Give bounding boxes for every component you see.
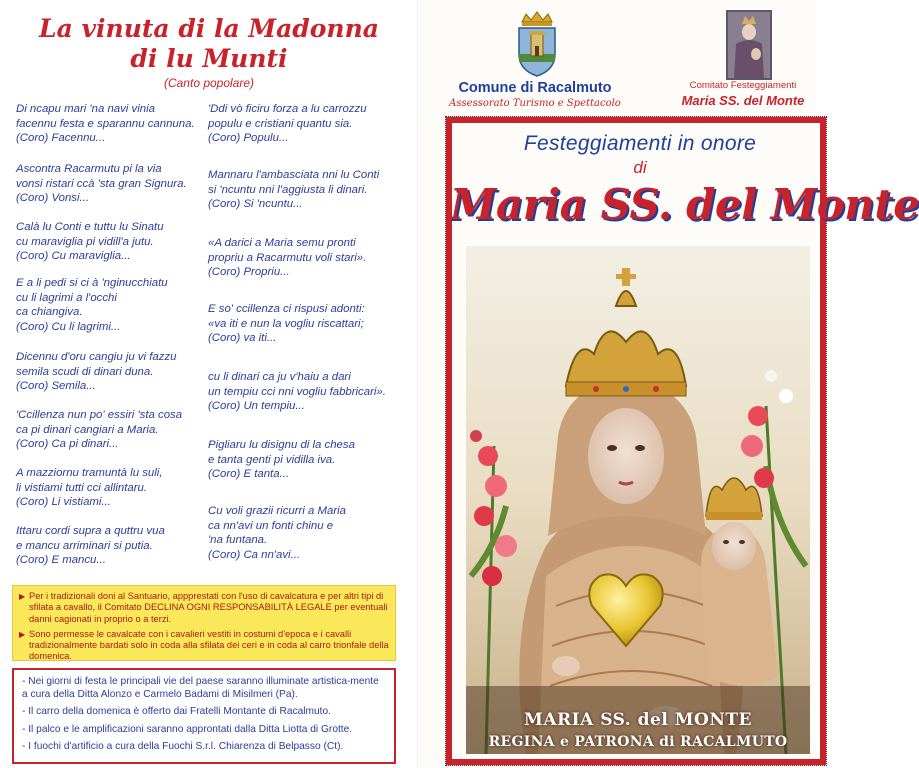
festival-info-box [12, 668, 396, 764]
verse: Dicennu d'oru cangiu ju vi fazzu semila scudi di dinari duna. (Coro) Semila... [16, 351, 177, 393]
verse: Cu voli grazii ricurri a Maria ca nn'avi un fonti chinu e 'na funtana. (Coro) Ca nn'avi... [208, 505, 346, 561]
verse: 'Ccillenza nun po' essiri 'sta cosa ca pi dinari cangiari a Maria. (Coro) Ca pi dinari... [16, 409, 183, 451]
verse: Di ncapu mari 'na navi vinia facennu festa e sparannu cannuna. (Coro) Facennu... [16, 103, 195, 145]
verse: cu li dinari ca ju v'haiu a dari un tempiu cci nni vogliu fabbricari». (Coro) Un tempiu... [208, 371, 386, 413]
madonna-statue-photo [466, 246, 810, 754]
comune-title: Comune di Racalmuto [458, 80, 612, 96]
info-line: - Il palco e le amplificazioni saranno approntati dalla Ditta Liotta di Grotte. [22, 723, 353, 735]
song-title-line2: di lu Munti [130, 44, 288, 73]
info-line: - Il carro della domenica è offerto dai Fratelli Montante di Racalmuto. [22, 706, 331, 718]
verse: 'Ddi vò ficiru forza a lu carrozzu populu e cristiani quantu sia. (Coro) Populu... [208, 103, 367, 145]
verse: Ittaru cordi supra a quttru vua e mancu arriminari si putia. (Coro) E mancu... [16, 525, 165, 567]
verse: E a li pedi si ci à 'nginucchiatu cu li lagrimi a l'occhi ca chiangiva. (Coro) Cu li lagrimi... [16, 277, 168, 333]
heading-di: di [633, 158, 647, 177]
song-subtitle: (Canto popolare) [163, 76, 255, 90]
photo-caption-line2: REGINA e PATRONA di RACALMUTO [488, 734, 788, 750]
left-panel [0, 0, 418, 768]
notice-item: ▶ Per i tradizionali doni al Santuario, appprestati con l'uso di cavalcatura e per altri tipi di sfilata a cavallo, il Comitato DECLINA OGNI RESPONSABILITÀ LEGALE per eventuali danni cagionati in proprio o a terzi. [19, 591, 388, 624]
main-title: Maria SS. del Monte [450, 180, 919, 229]
legal-notice-box [12, 585, 396, 661]
info-line: - I fuochi d'artificio a cura della Fuochi S.r.l. Chiarenza di Belpasso (Ct). [22, 741, 344, 753]
photo-caption-line1: MARIA SS. del MONTE [524, 710, 752, 730]
song-title-line1: La vinuta di la Madonna [39, 14, 379, 43]
triangle-bullet-icon: ▶ [19, 629, 26, 639]
madonna-thumbnail-icon [726, 10, 772, 80]
comune-crest-icon [514, 10, 560, 78]
verse: Ascontra Racarmutu pi la via vonsi ristari ccà 'sta gran Signura. (Coro) Vonsi... [16, 163, 187, 205]
comitato-name: Maria SS. del Monte [681, 93, 805, 108]
comitato-label: Comitato Festeggiamenti [689, 80, 797, 91]
notice-item: ▶ Sono permesse le cavalcate con i cavalieri vestiti in costumi d'epoca e i cavalli tradizionalmente bardati solo in coda alla sfilata dei ceri e in coda al carro trionfale della domenica. [19, 628, 389, 662]
verse: Mannaru l'ambasciata nni lu Conti si 'ncuntu nni l'aggiusta li dinari. (Coro) Si 'ncuntu... [208, 169, 380, 211]
verse: A mazziornu tramuntà lu suli, li vistiami tutti cci allintaru. (Coro) Li vistiami... [16, 467, 163, 509]
verse: Pigliaru lu disignu di la chesa e tanta genti pi vidilla iva. (Coro) E tanta... [208, 439, 355, 481]
festeggiamenti-heading: Festeggiamenti in onore [523, 132, 757, 155]
verse: E so' ccillenza ci rispusi adonti: «va iti e nun la vogliu riscattari; (Coro) va iti... [208, 303, 365, 345]
info-line: - Nei giorni di festa le principali vie del paese saranno illuminate artistica-mente a cura della Ditta Alonzo e Carmelo Badami di Misilmeri (Pa). [22, 676, 379, 700]
verse: Calà lu Conti e tuttu lu Sinatu cu maraviglia pi vidill'a jutu. (Coro) Cu maraviglia... [16, 221, 164, 263]
comune-subtitle: Assessorato Turismo e Spettacolo [449, 98, 621, 109]
verse: «A darici a Maria semu pronti propriu a Racarmutu voli stari». (Coro) Propriu... [208, 237, 367, 279]
triangle-bullet-icon: ▶ [19, 592, 26, 601]
